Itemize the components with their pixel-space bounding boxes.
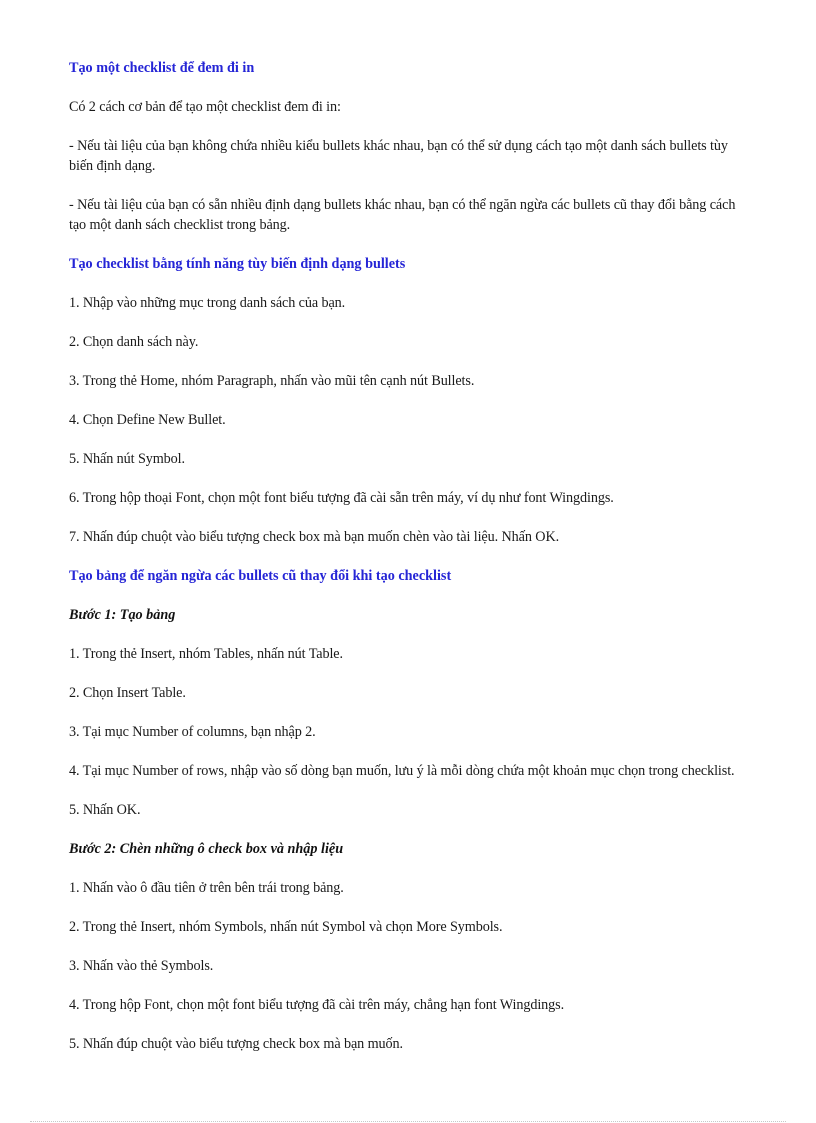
step-item: 5. Nhấn đúp chuột vào biểu tượng check box mà bạn muốn. bbox=[69, 1036, 403, 1052]
step-item: 2. Trong thẻ Insert, nhóm Symbols, nhấn nút Symbol và chọn More Symbols. bbox=[69, 919, 503, 935]
step-item: 3. Tại mục Number of columns, bạn nhập 2. bbox=[69, 724, 316, 740]
step-item: 2. Chọn danh sách này. bbox=[69, 334, 199, 350]
heading-print-checklist: Tạo một checklist để đem đi in bbox=[69, 60, 255, 76]
option-paragraph-1: - Nếu tài liệu của bạn không chứa nhiều kiểu bullets khác nhau, bạn có thể sử dụng cách tạo một danh sách bullets tùy biến định dạng. bbox=[69, 138, 728, 174]
document-page bbox=[69, 58, 749, 1073]
step-item: 3. Trong thẻ Home, nhóm Paragraph, nhấn vào mũi tên cạnh nút Bullets. bbox=[69, 373, 475, 389]
step-item: 6. Trong hộp thoại Font, chọn một font biểu tượng đã cài sẵn trên máy, ví dụ như font Wingdings. bbox=[69, 490, 614, 506]
intro-paragraph: Có 2 cách cơ bản để tạo một checklist đem đi in: bbox=[69, 99, 341, 115]
page-bottom-divider bbox=[30, 1121, 786, 1122]
step-1-title: Bước 1: Tạo bảng bbox=[69, 607, 176, 623]
step-item: 7. Nhấn đúp chuột vào biểu tượng check box mà bạn muốn chèn vào tài liệu. Nhấn OK. bbox=[69, 529, 560, 545]
step-item: 1. Trong thẻ Insert, nhóm Tables, nhấn nút Table. bbox=[69, 646, 343, 662]
step-item: 1. Nhấn vào ô đầu tiên ở trên bên trái trong bảng. bbox=[69, 880, 344, 896]
option-paragraph-2: - Nếu tài liệu của bạn có sẵn nhiều định dạng bullets khác nhau, bạn có thể ngăn ngừa các bullets cũ thay đổi bằng cách tạo một danh sách checklist trong bảng. bbox=[69, 197, 736, 233]
step-item: 4. Trong hộp Font, chọn một font biểu tượng đã cài trên máy, chẳng hạn font Wingdings. bbox=[69, 997, 565, 1013]
heading-custom-bullets: Tạo checklist bằng tính năng tùy biến định dạng bullets bbox=[69, 256, 406, 272]
step-item: 1. Nhập vào những mục trong danh sách của bạn. bbox=[69, 295, 346, 311]
step-item: 5. Nhấn nút Symbol. bbox=[69, 451, 185, 467]
step-item: 3. Nhấn vào thẻ Symbols. bbox=[69, 958, 214, 974]
step-item: 4. Tại mục Number of rows, nhập vào số dòng bạn muốn, lưu ý là mỗi dòng chứa một khoản mục chọn trong checklist. bbox=[69, 763, 735, 779]
step-item: 5. Nhấn OK. bbox=[69, 802, 141, 818]
heading-table-checklist: Tạo bảng để ngăn ngừa các bullets cũ thay đổi khi tạo checklist bbox=[69, 568, 452, 584]
step-item: 2. Chọn Insert Table. bbox=[69, 685, 186, 701]
step-2-title: Bước 2: Chèn những ô check box và nhập liệu bbox=[69, 841, 344, 857]
step-item: 4. Chọn Define New Bullet. bbox=[69, 412, 226, 428]
